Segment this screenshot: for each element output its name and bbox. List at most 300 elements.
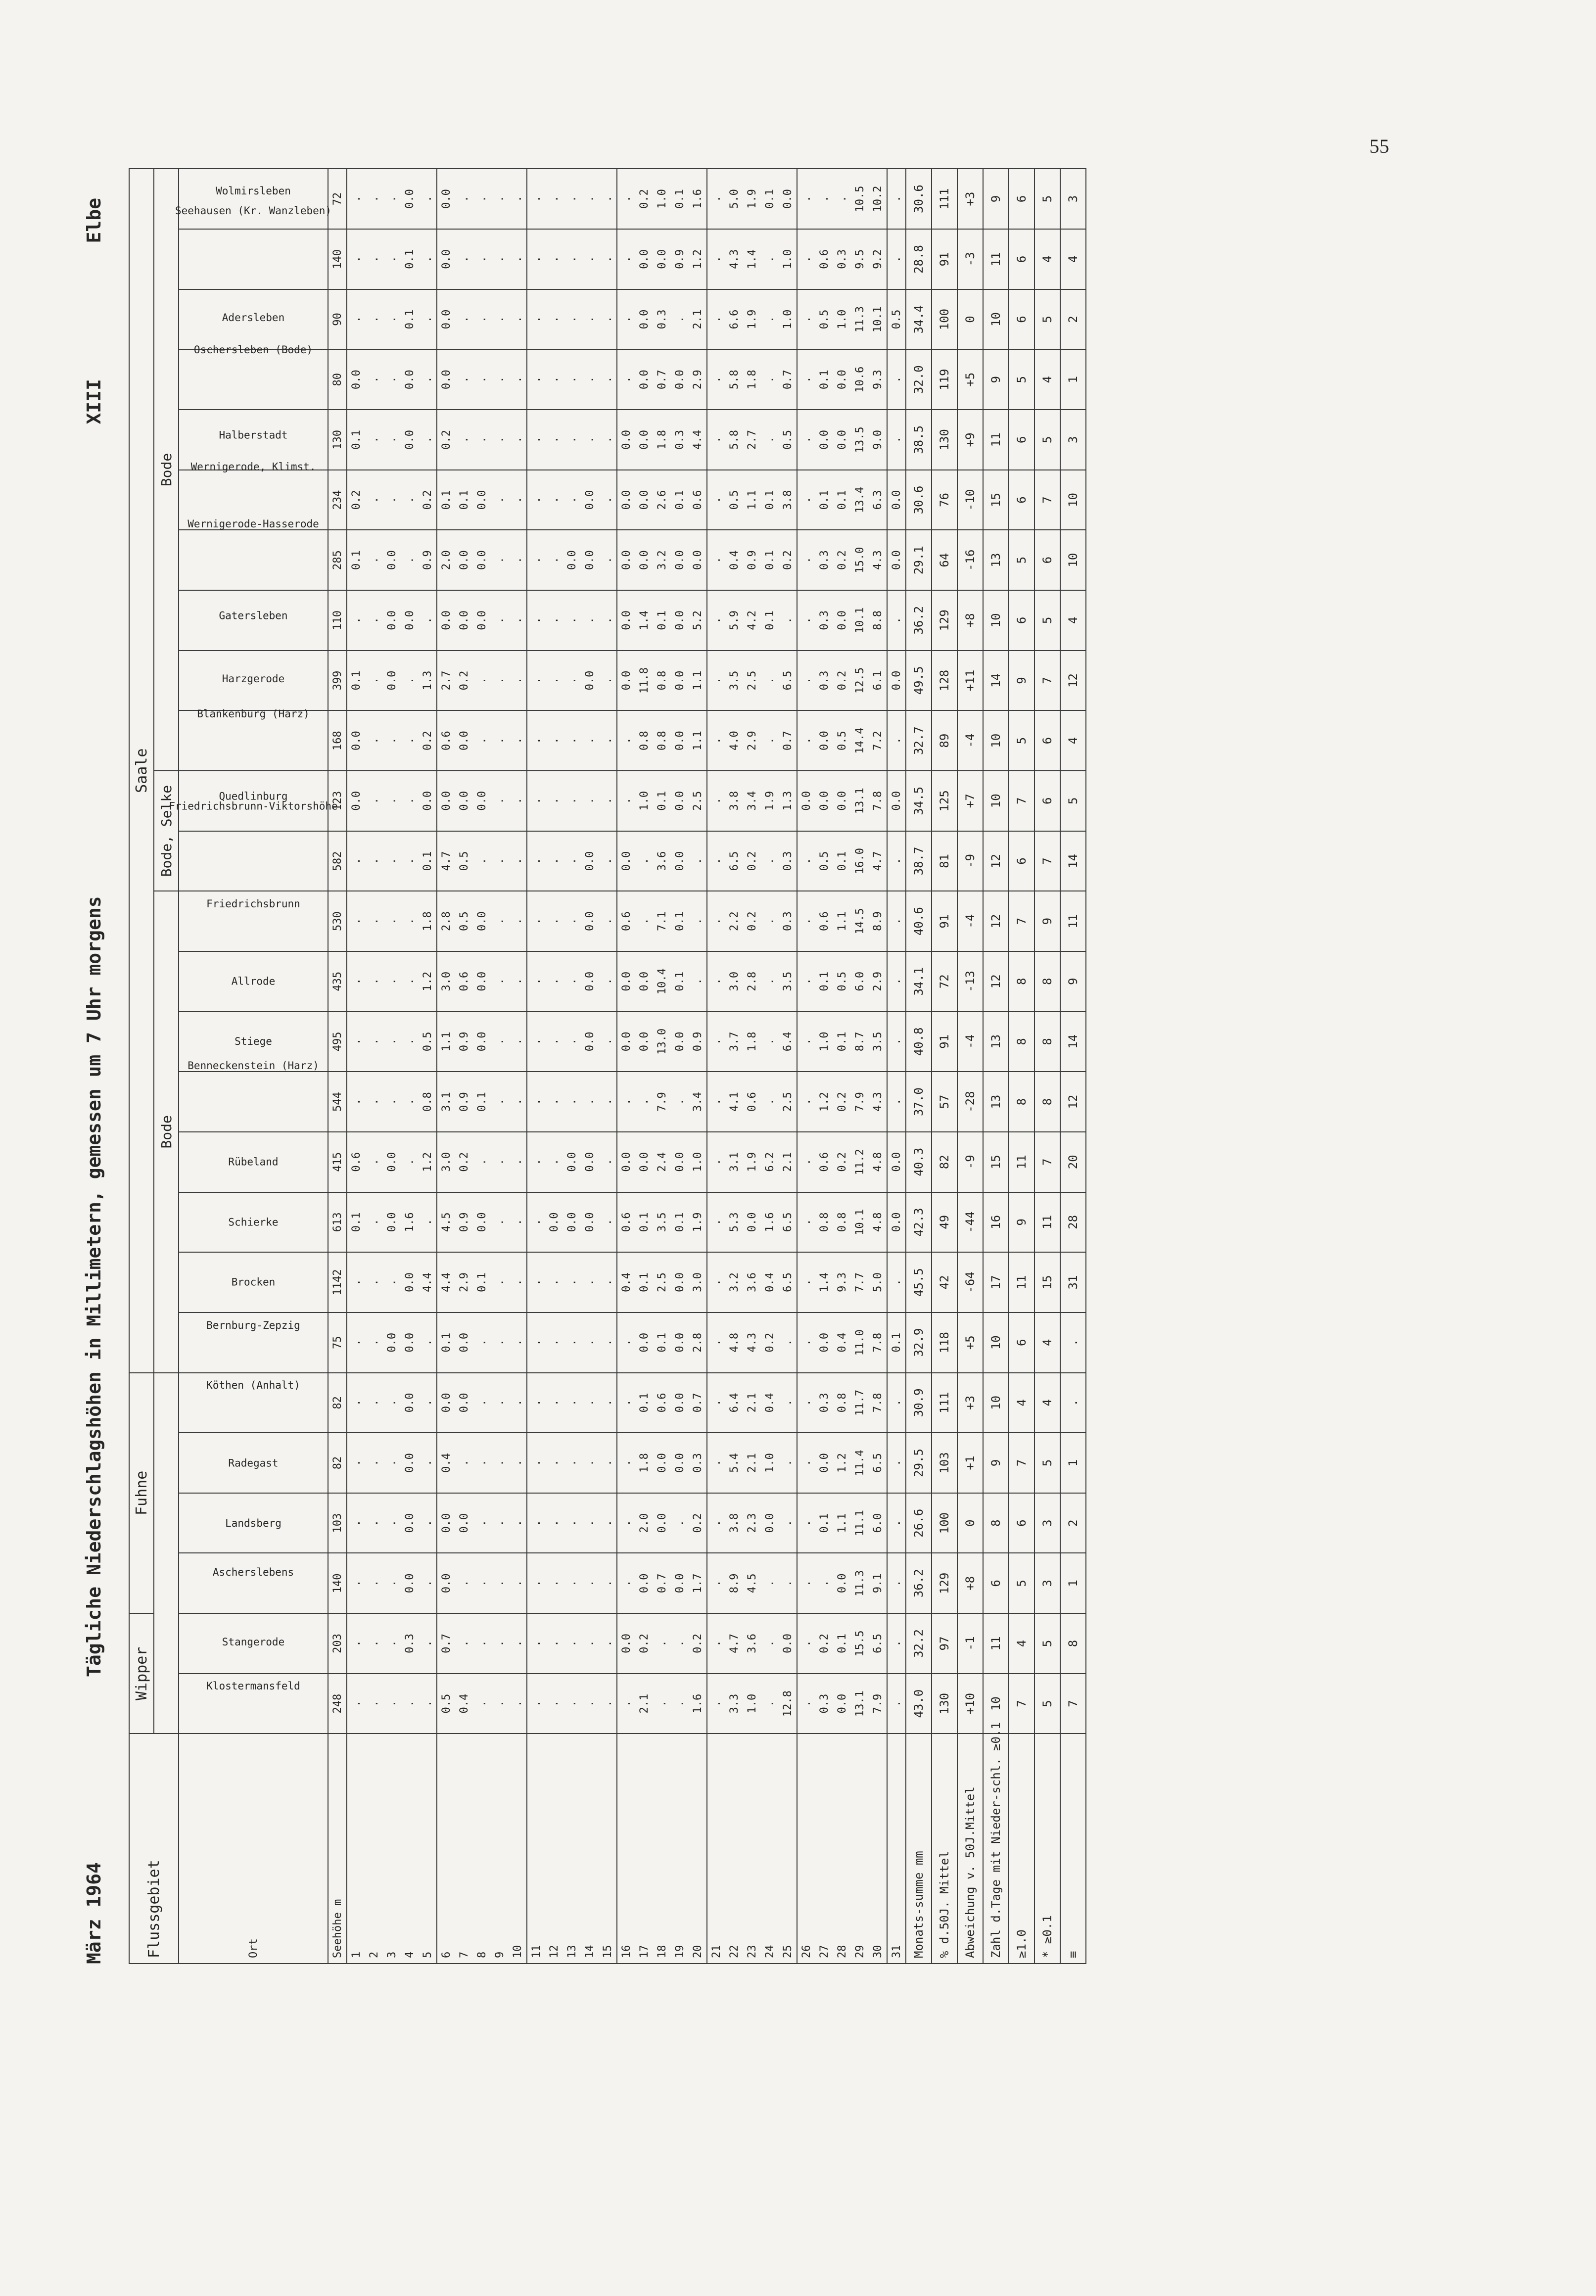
value-cell: . [581, 710, 599, 771]
value-cell: 0.0 [815, 410, 833, 470]
value-cell: 0.0 [473, 1192, 491, 1253]
value-cell: 2.9 [455, 1252, 473, 1312]
deviation-cell: -4 [957, 710, 983, 771]
value-cell: 0.0 [635, 1132, 653, 1192]
value-cell: . [599, 651, 617, 711]
value-cell: . [887, 831, 906, 891]
value-cell: . [797, 1252, 815, 1312]
value-cell: . [347, 891, 365, 951]
value-cell: 0.1 [671, 169, 689, 229]
value-cell: . [887, 1373, 906, 1433]
value-cell: 0.1 [653, 771, 671, 831]
monthly-sum-cell: 37.0 [906, 1072, 932, 1132]
day-number: 4 [401, 1734, 419, 1964]
value-cell: 1.2 [833, 1433, 851, 1493]
value-cell: 0.1 [815, 470, 833, 530]
value-cell: 0.0 [581, 1012, 599, 1072]
value-cell: . [617, 1072, 635, 1132]
percent-mean-cell: 64 [932, 530, 957, 590]
value-cell: . [383, 1252, 401, 1312]
days-star-cell: 7 [1034, 831, 1060, 891]
value-cell: 6.5 [779, 1192, 797, 1253]
value-cell: 9.3 [833, 1252, 851, 1312]
station-name: Oschersleben (Bode) [193, 343, 313, 356]
day-number: 26 [797, 1734, 815, 1964]
deviation-cell: +9 [957, 410, 983, 470]
days-star-cell: 6 [1034, 710, 1060, 771]
value-cell: 0.0 [473, 590, 491, 651]
elevation-cell: 495 [328, 1012, 347, 1072]
table-row [437, 169, 455, 1964]
value-cell: . [563, 1433, 581, 1493]
value-cell: 7.9 [869, 1674, 887, 1734]
unit-mm: mm [912, 1851, 926, 1866]
value-cell: 0.0 [401, 349, 419, 410]
value-cell: . [779, 1493, 797, 1553]
value-cell: . [365, 891, 383, 951]
value-cell: . [581, 1493, 599, 1553]
value-cell: . [761, 710, 779, 771]
value-cell: 0.8 [635, 710, 653, 771]
value-cell: 0.0 [437, 1493, 455, 1553]
value-cell: 1.3 [779, 771, 797, 831]
value-cell: . [797, 1613, 815, 1674]
value-cell: 0.0 [401, 410, 419, 470]
days-snow-cell: 14 [1060, 831, 1086, 891]
value-cell: 0.5 [815, 831, 833, 891]
value-cell: 0.2 [455, 1132, 473, 1192]
table-row [365, 169, 383, 1964]
value-cell: 0.0 [887, 470, 906, 530]
value-cell: 2.9 [743, 710, 761, 771]
value-cell: 0.4 [833, 1312, 851, 1373]
value-cell: 4.3 [869, 530, 887, 590]
value-cell: 0.0 [383, 651, 401, 711]
days-star-cell: 9 [1034, 891, 1060, 951]
value-cell: . [491, 1072, 509, 1132]
value-cell: . [563, 349, 581, 410]
value-cell: . [707, 1012, 725, 1072]
value-cell: . [509, 1553, 527, 1614]
value-cell: 0.2 [833, 530, 851, 590]
day-number: 14 [581, 1734, 599, 1964]
value-cell: . [599, 1553, 617, 1614]
days-ge10-cell: 7 [1009, 1433, 1034, 1493]
value-cell: 0.5 [833, 951, 851, 1012]
value-cell: . [383, 1012, 401, 1072]
value-cell: . [545, 1493, 563, 1553]
station-name: Stiege [234, 1035, 272, 1048]
value-cell: 0.0 [383, 1192, 401, 1253]
value-cell: 0.0 [437, 229, 455, 289]
day-number: 23 [743, 1734, 761, 1964]
days-snow-cell: 3 [1060, 410, 1086, 470]
days-ge01-cell: 10 [983, 710, 1009, 771]
value-cell: . [401, 951, 419, 1012]
value-cell: . [545, 1012, 563, 1072]
elevation-cell: 140 [328, 1553, 347, 1614]
day-number: 5 [419, 1734, 437, 1964]
value-cell: 0.0 [455, 1373, 473, 1433]
value-cell: . [797, 410, 815, 470]
value-cell: 15.0 [851, 530, 869, 590]
value-cell: . [581, 1674, 599, 1734]
value-cell: . [473, 1613, 491, 1674]
value-cell: . [419, 229, 437, 289]
value-cell: . [761, 229, 779, 289]
value-cell: . [887, 1252, 906, 1312]
value-cell: . [761, 1674, 779, 1734]
value-cell: 2.5 [779, 1072, 797, 1132]
value-cell: 0.0 [383, 1132, 401, 1192]
days-ge01-cell: 11 [983, 229, 1009, 289]
value-cell: 0.9 [671, 229, 689, 289]
percent-mean-cell: 103 [932, 1433, 957, 1493]
value-cell: 0.0 [347, 349, 365, 410]
deviation-cell: -10 [957, 470, 983, 530]
value-cell: 11.1 [851, 1493, 869, 1553]
table-row [743, 169, 761, 1964]
value-cell: . [761, 349, 779, 410]
value-cell: . [581, 289, 599, 350]
value-cell: . [365, 229, 383, 289]
value-cell: . [761, 1012, 779, 1072]
value-cell: . [779, 1312, 797, 1373]
value-cell: . [455, 289, 473, 350]
elevation-cell: 75 [328, 1312, 347, 1373]
precipitation-table [129, 168, 1086, 1964]
deviation-cell: +7 [957, 771, 983, 831]
value-cell: . [779, 1553, 797, 1614]
days-star-cell: 15 [1034, 1252, 1060, 1312]
value-cell: . [401, 891, 419, 951]
value-cell: . [383, 470, 401, 530]
monthly-sum-cell: 34.4 [906, 289, 932, 350]
station-name: Köthen (Anhalt) [206, 1379, 300, 1392]
value-cell: . [563, 1072, 581, 1132]
station-name: Radegast [228, 1457, 279, 1469]
elevation-cell: 582 [328, 831, 347, 891]
value-cell: 0.0 [635, 951, 653, 1012]
value-cell: 0.0 [779, 169, 797, 229]
value-cell: 0.0 [401, 1373, 419, 1433]
value-cell: . [383, 1674, 401, 1734]
value-cell: . [509, 1373, 527, 1433]
value-cell: 0.0 [815, 1433, 833, 1493]
days-star-label: * ≥0.1 [1034, 1734, 1060, 1964]
day-number: 16 [617, 1734, 635, 1964]
value-cell: 4.1 [725, 1072, 743, 1132]
percent-mean-cell: 57 [932, 1072, 957, 1132]
value-cell: . [509, 1493, 527, 1553]
value-cell: 4.3 [869, 1072, 887, 1132]
day-number: 7 [455, 1734, 473, 1964]
days-snow-cell: . [1060, 1373, 1086, 1433]
station-header [179, 1373, 328, 1433]
value-cell: 0.0 [617, 530, 635, 590]
value-cell: 11.7 [851, 1373, 869, 1433]
value-cell: 0.1 [347, 410, 365, 470]
value-cell: . [473, 289, 491, 350]
value-cell: 13.1 [851, 771, 869, 831]
elevation-cell: 285 [328, 530, 347, 590]
value-cell: 2.8 [743, 951, 761, 1012]
value-cell: 3.7 [725, 1012, 743, 1072]
value-cell: . [563, 891, 581, 951]
value-cell: 1.6 [401, 1192, 419, 1253]
deviation-cell: +3 [957, 169, 983, 229]
value-cell: . [797, 590, 815, 651]
day-number: 13 [563, 1734, 581, 1964]
value-cell: . [365, 831, 383, 891]
value-cell: 6.0 [851, 951, 869, 1012]
station-name: Rübeland [228, 1156, 279, 1168]
value-cell: . [491, 289, 509, 350]
value-cell: 0.0 [833, 1553, 851, 1614]
station-header [179, 710, 328, 771]
value-cell: . [509, 169, 527, 229]
value-cell: . [707, 590, 725, 651]
value-cell: 0.1 [401, 229, 419, 289]
value-cell: 13.1 [851, 1674, 869, 1734]
value-cell: 0.0 [671, 530, 689, 590]
value-cell: . [671, 1493, 689, 1553]
month-label: März 1964 [83, 1862, 105, 1964]
value-cell: . [509, 1674, 527, 1734]
value-cell: . [365, 771, 383, 831]
value-cell: . [707, 1674, 725, 1734]
value-cell: . [347, 590, 365, 651]
value-cell: 0.3 [653, 289, 671, 350]
river-label [83, 198, 105, 424]
value-cell: 6.6 [725, 289, 743, 350]
value-cell: . [563, 771, 581, 831]
value-cell: 0.0 [473, 530, 491, 590]
value-cell: . [509, 1192, 527, 1253]
day-number: 30 [869, 1734, 887, 1964]
value-cell: 0.1 [761, 530, 779, 590]
sheet-title: Tägliche Niederschlagshöhen in Millimetern, gemessen um 7 Uhr morgens [83, 896, 105, 1677]
table-row [563, 169, 581, 1964]
value-cell: 0.5 [419, 1012, 437, 1072]
monthly-sum-cell: 49.5 [906, 651, 932, 711]
value-cell: 0.6 [617, 1192, 635, 1253]
value-cell: 4.4 [437, 1252, 455, 1312]
value-cell: 7.7 [851, 1252, 869, 1312]
value-cell: . [797, 1674, 815, 1734]
station-name: Halberstadt [218, 429, 288, 441]
value-cell: . [365, 470, 383, 530]
value-cell: . [419, 410, 437, 470]
value-cell: 0.1 [671, 470, 689, 530]
days-snow-cell: 2 [1060, 289, 1086, 350]
days-ge10-row [1009, 169, 1034, 1964]
percent-mean-cell: 111 [932, 169, 957, 229]
value-cell: . [707, 891, 725, 951]
value-cell: 0.0 [563, 530, 581, 590]
monthly-sum-cell: 30.6 [906, 470, 932, 530]
value-cell: . [707, 410, 725, 470]
value-cell: 0.0 [671, 1132, 689, 1192]
table-row [383, 169, 401, 1964]
value-cell: 0.1 [347, 530, 365, 590]
value-cell: . [455, 169, 473, 229]
days-ge10-cell: 6 [1009, 831, 1034, 891]
table-row [401, 169, 419, 1964]
value-cell: . [491, 410, 509, 470]
value-cell: 0.0 [455, 1493, 473, 1553]
value-cell: . [797, 1132, 815, 1192]
value-cell: 10.6 [851, 349, 869, 410]
table-row [419, 169, 437, 1964]
value-cell: 0.0 [689, 530, 707, 590]
value-cell: 0.0 [437, 1373, 455, 1433]
days-snow-cell: 7 [1060, 1674, 1086, 1734]
value-cell: . [617, 169, 635, 229]
value-cell: 7.8 [869, 1312, 887, 1373]
value-cell: . [617, 1373, 635, 1433]
value-cell: 0.0 [671, 349, 689, 410]
value-cell: . [599, 530, 617, 590]
value-cell: 0.8 [815, 1192, 833, 1253]
monthly-sum-cell: 32.7 [906, 710, 932, 771]
monthly-sum-cell: 38.7 [906, 831, 932, 891]
deviation-cell: -9 [957, 1132, 983, 1192]
value-cell: . [545, 169, 563, 229]
value-cell: 6.1 [869, 651, 887, 711]
value-cell: . [545, 831, 563, 891]
value-cell: 0.6 [437, 710, 455, 771]
value-cell: 0.0 [779, 1613, 797, 1674]
monatssumme-text: Monats-summe [912, 1872, 926, 1958]
monthly-sum-cell: 40.8 [906, 1012, 932, 1072]
value-cell: 0.0 [833, 410, 851, 470]
value-cell: . [419, 1493, 437, 1553]
value-cell: 0.0 [617, 410, 635, 470]
value-cell: . [833, 169, 851, 229]
percent-mean-cell: 91 [932, 229, 957, 289]
value-cell: 1.9 [743, 289, 761, 350]
value-cell: . [365, 1613, 383, 1674]
value-cell: . [383, 1553, 401, 1614]
value-cell: 0.0 [563, 1132, 581, 1192]
value-cell: 1.0 [743, 1674, 761, 1734]
table-row [545, 169, 563, 1964]
value-cell: 0.5 [815, 289, 833, 350]
elevation-cell: 415 [328, 1132, 347, 1192]
value-cell: 1.8 [419, 891, 437, 951]
value-cell: 0.0 [455, 710, 473, 771]
value-cell: . [473, 1312, 491, 1373]
value-cell: . [599, 1072, 617, 1132]
days-star-cell: 7 [1034, 1132, 1060, 1192]
river-subgroup-0 [154, 1373, 179, 1734]
value-cell: 0.4 [725, 530, 743, 590]
value-cell: . [419, 1192, 437, 1253]
station-header [179, 1132, 328, 1192]
value-cell: 1.8 [743, 349, 761, 410]
value-cell: 6.5 [779, 1252, 797, 1312]
value-cell: 0.0 [635, 349, 653, 410]
value-cell: 0.6 [617, 891, 635, 951]
value-cell: 0.5 [887, 289, 906, 350]
percent-mean-cell: 130 [932, 410, 957, 470]
value-cell: 3.6 [653, 831, 671, 891]
station-header [179, 1433, 328, 1493]
value-cell: . [707, 530, 725, 590]
value-cell: 0.0 [401, 169, 419, 229]
value-cell: 0.7 [779, 349, 797, 410]
deviation-cell: +8 [957, 590, 983, 651]
value-cell: 0.0 [383, 530, 401, 590]
days-snow-cell: 10 [1060, 530, 1086, 590]
station-header [179, 1312, 328, 1373]
value-cell: 6.3 [869, 470, 887, 530]
value-cell: 0.0 [581, 891, 599, 951]
value-cell: . [383, 951, 401, 1012]
days-ge01-cell: 10 [983, 289, 1009, 350]
value-cell: 0.9 [455, 1192, 473, 1253]
value-cell: . [509, 410, 527, 470]
value-cell: 0.1 [653, 1312, 671, 1373]
station-name: Ascherslebens [212, 1566, 294, 1578]
value-cell: 0.6 [743, 1072, 761, 1132]
value-cell: . [401, 771, 419, 831]
percent-mean-cell: 128 [932, 651, 957, 711]
value-cell: 1.0 [815, 1012, 833, 1072]
value-cell: 0.1 [437, 470, 455, 530]
value-cell: 0.0 [635, 289, 653, 350]
value-cell: 0.0 [581, 470, 599, 530]
value-cell: . [509, 289, 527, 350]
value-cell: 11.0 [851, 1312, 869, 1373]
days-ge10-cell: 5 [1009, 530, 1034, 590]
value-cell: 0.7 [689, 1373, 707, 1433]
days-ge01-row [983, 169, 1009, 1964]
value-cell: 0.7 [653, 1553, 671, 1614]
value-cell: 0.0 [833, 590, 851, 651]
value-cell: 8.7 [851, 1012, 869, 1072]
value-cell: . [563, 1012, 581, 1072]
value-cell: 4.8 [869, 1192, 887, 1253]
table-row [887, 169, 906, 1964]
value-cell: . [797, 1433, 815, 1493]
value-cell: . [545, 530, 563, 590]
monthly-sum-cell: 32.0 [906, 349, 932, 410]
value-cell: . [527, 1373, 545, 1433]
value-cell: 15.5 [851, 1613, 869, 1674]
value-cell: 0.0 [671, 1373, 689, 1433]
station-name: Stangerode [222, 1636, 284, 1648]
days-snow-cell: 2 [1060, 1493, 1086, 1553]
value-cell: . [401, 1674, 419, 1734]
value-cell: 2.1 [743, 1373, 761, 1433]
value-cell: . [455, 349, 473, 410]
value-cell: . [599, 470, 617, 530]
value-cell: 0.3 [779, 891, 797, 951]
value-cell: . [707, 1312, 725, 1373]
monthly-sum-row [906, 169, 932, 1964]
value-cell: . [491, 891, 509, 951]
value-cell: 0.0 [617, 831, 635, 891]
value-cell: . [365, 1132, 383, 1192]
value-cell: . [545, 289, 563, 350]
value-cell: 2.1 [689, 289, 707, 350]
percent-mean-label: % d.50J. Mittel [932, 1734, 957, 1964]
value-cell: . [365, 169, 383, 229]
days-star-row [1034, 169, 1060, 1964]
value-cell: . [491, 1613, 509, 1674]
